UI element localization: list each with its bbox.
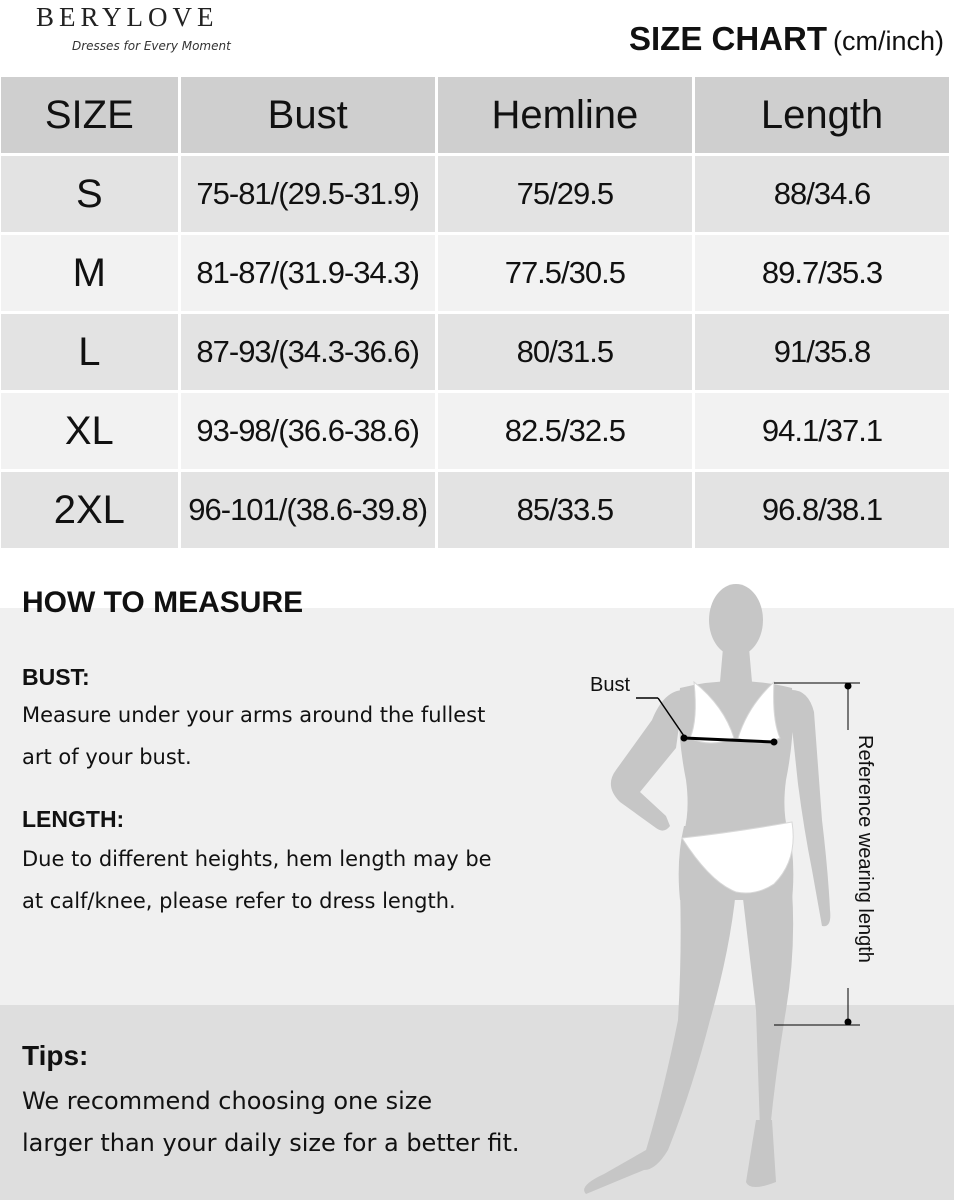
bust-cell: 93-98/(36.6-38.6) bbox=[181, 393, 435, 469]
length-cell: 94.1/37.1 bbox=[695, 393, 949, 469]
bust-line-2: art of your bust. bbox=[22, 745, 192, 769]
bust-cell: 87-93/(34.3-36.6) bbox=[181, 314, 435, 390]
size-cell: XL bbox=[1, 393, 178, 469]
tips-title: Tips: bbox=[22, 1040, 89, 1071]
bust-heading: BUST: bbox=[22, 664, 90, 690]
brand-tagline: Dresses for Every Moment bbox=[72, 39, 231, 53]
chart-title-text: SIZE CHART bbox=[628, 20, 827, 57]
chart-title-units: (cm/inch) bbox=[832, 26, 944, 56]
size-cell: M bbox=[1, 235, 178, 311]
bust-label: Bust bbox=[590, 674, 631, 696]
bust-cell: 75-81/(29.5-31.9) bbox=[181, 156, 435, 232]
brand-name: BERYLOVE bbox=[36, 2, 219, 32]
length-line-1: Due to different heights, hem length may be bbox=[22, 847, 492, 871]
brand-logo bbox=[36, 2, 231, 53]
header-bust: Bust bbox=[181, 77, 435, 153]
how-to-measure-title: HOW TO MEASURE bbox=[22, 586, 304, 619]
length-instructions bbox=[22, 838, 492, 922]
tips-line-2: larger than your daily size for a better fit. bbox=[22, 1129, 520, 1157]
table-row bbox=[1, 235, 949, 311]
header-size: SIZE bbox=[1, 77, 178, 153]
table-row bbox=[1, 472, 949, 548]
table-row bbox=[1, 156, 949, 232]
size-chart-table bbox=[0, 74, 952, 551]
header-length: Length bbox=[695, 77, 949, 153]
bust-cell: 81-87/(31.9-34.3) bbox=[181, 235, 435, 311]
hemline-cell: 80/31.5 bbox=[438, 314, 692, 390]
body-silhouette-figure bbox=[560, 570, 954, 1200]
hemline-cell: 75/29.5 bbox=[438, 156, 692, 232]
bust-instructions bbox=[22, 694, 485, 778]
tips-line-1: We recommend choosing one size bbox=[22, 1087, 433, 1115]
tips-text bbox=[22, 1080, 520, 1164]
bust-line-1: Measure under your arms around the fullest bbox=[22, 703, 486, 727]
table-row bbox=[1, 393, 949, 469]
table-row bbox=[1, 314, 949, 390]
size-cell: 2XL bbox=[1, 472, 178, 548]
length-heading: LENGTH: bbox=[22, 806, 125, 832]
header-hemline: Hemline bbox=[438, 77, 692, 153]
bust-cell: 96-101/(38.6-39.8) bbox=[181, 472, 435, 548]
length-cell: 96.8/38.1 bbox=[695, 472, 949, 548]
hemline-cell: 82.5/32.5 bbox=[438, 393, 692, 469]
hemline-cell: 85/33.5 bbox=[438, 472, 692, 548]
size-cell: S bbox=[1, 156, 178, 232]
length-cell: 89.7/35.3 bbox=[695, 235, 949, 311]
length-cell: 91/35.8 bbox=[695, 314, 949, 390]
length-line-2: at calf/knee, please refer to dress length. bbox=[22, 889, 456, 913]
size-cell: L bbox=[1, 314, 178, 390]
hemline-cell: 77.5/30.5 bbox=[438, 235, 692, 311]
table-header-row bbox=[1, 77, 949, 153]
length-cell: 88/34.6 bbox=[695, 156, 949, 232]
chart-title bbox=[629, 20, 944, 58]
reference-length-label: Reference wearing length bbox=[854, 735, 876, 963]
